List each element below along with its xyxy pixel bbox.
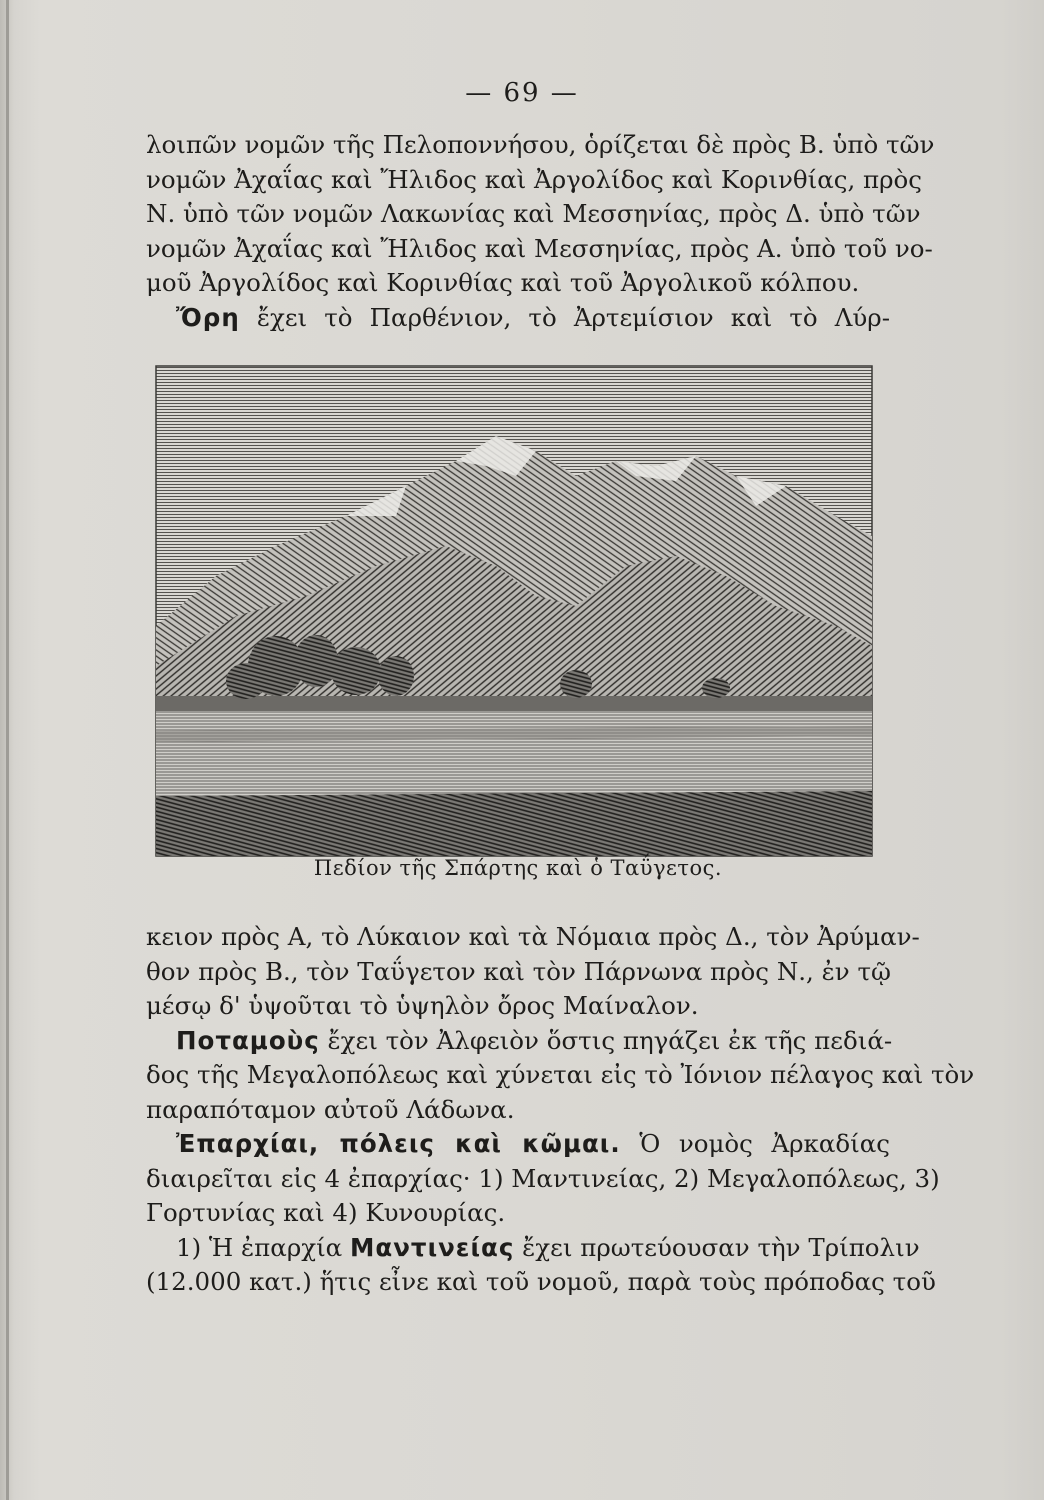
- heading-provinces: Ἐπαρχίαι, πόλεις καὶ κῶμαι.: [176, 1129, 621, 1158]
- heading-rivers: Ποταμοὺς: [176, 1025, 320, 1055]
- engraving-sparta-plain: [156, 366, 872, 856]
- figure-caption: Πεδίον τῆς Σπάρτης καὶ ὁ Ταΰγετος.: [313, 856, 723, 880]
- paragraph-borders: [146, 128, 935, 301]
- text-block-bottom: [146, 920, 975, 1300]
- text-line: Γορτυνίας καὶ 4) Κυνουρίας.: [146, 1198, 506, 1227]
- paragraph-mantineia: [146, 1231, 936, 1300]
- text-line: διαιρεῖται εἰς 4 ἐπαρχίας· 1) Μαντινείας, 2) Μεγαλοπόλεως, 3): [146, 1163, 940, 1193]
- text-fragment: ἔχει τὸ Παρθένιον, τὸ Ἀρτεμίσιον καὶ τὸ Λύρ-: [256, 302, 890, 332]
- text-line: νομῶν Ἀχαΐας καὶ Ἤλιδος καὶ Ἀργολίδος καὶ Κορινθίας, πρὸς: [146, 164, 923, 194]
- text-fragment: Ὁ νομὸς Ἀρκαδίας: [639, 1129, 891, 1158]
- heading-mantineia: Μαντινείας: [350, 1232, 515, 1262]
- text-line: μέσῳ δ' ὑψοῦται τὸ ὑψηλὸν ὄρος Μαίναλον.: [146, 991, 699, 1020]
- text-line: [146, 1024, 893, 1059]
- text-line: λοιπῶν νομῶν τῆς Πελοποννήσου, ὁρίζεται δὲ πρὸς Β. ὑπὸ τῶν: [146, 130, 935, 159]
- heading-mountains: Ὄρη: [176, 302, 240, 332]
- text-line: δος τῆς Μεγαλοπόλεως καὶ χύνεται εἰς τὸ Ἰόνιον πέλαγος καὶ τὸν: [146, 1060, 975, 1089]
- text-line: [146, 301, 890, 336]
- page-number: — 69 —: [465, 78, 579, 108]
- text-line: κειον πρὸς Α, τὸ Λύκαιον καὶ τὰ Νόμαια πρὸς Δ., τὸν Ἀρύμαν-: [146, 922, 920, 951]
- river-water: [156, 711, 872, 796]
- text-line: παραπόταμον αὐτοῦ Λάδωνα.: [146, 1094, 515, 1124]
- text-fragment: ἔχει πρωτεύουσαν τὴν Τρίπολιν: [522, 1232, 920, 1262]
- paragraph-provinces: [146, 1127, 940, 1231]
- text-line: (12.000 κατ.) ἥτις εἶνε καὶ τοῦ νομοῦ, παρὰ τοὺς πρόποδας τοῦ: [146, 1267, 936, 1296]
- engraving-image: [156, 366, 872, 856]
- horizon-plain: [156, 696, 872, 711]
- text-line: μοῦ Ἀργολίδος καὶ Κορινθίας καὶ τοῦ Ἀργολικοῦ κόλπου.: [146, 268, 860, 297]
- text-line: [146, 1127, 890, 1162]
- paragraph-mountains-continued: [146, 920, 920, 1024]
- text-fragment: ἔχει τὸν Ἀλφειὸν ὅστις πηγάζει ἐκ τῆς πεδιά-: [327, 1025, 893, 1055]
- foreground-vegetation: [156, 791, 872, 856]
- text-line: [146, 1231, 920, 1266]
- paragraph-rivers: [146, 1024, 975, 1128]
- text-fragment: 1) Ἡ ἐπαρχία: [176, 1232, 343, 1262]
- text-line: νομῶν Ἀχαΐας καὶ Ἤλιδος καὶ Μεσσηνίας, πρὸς Α. ὑπὸ τοῦ νο-: [146, 233, 933, 263]
- text-line: θον πρὸς Β., τὸν Ταΰγετον καὶ τὸν Πάρνωνα πρὸς Ν., ἐν τῷ: [146, 956, 891, 986]
- text-line: Ν. ὑπὸ τῶν νομῶν Λακωνίας καὶ Μεσσηνίας, πρὸς Δ. ὑπὸ τῶν: [146, 199, 921, 228]
- paragraph-mountains-start: [146, 301, 890, 336]
- text-block-top: [146, 128, 935, 335]
